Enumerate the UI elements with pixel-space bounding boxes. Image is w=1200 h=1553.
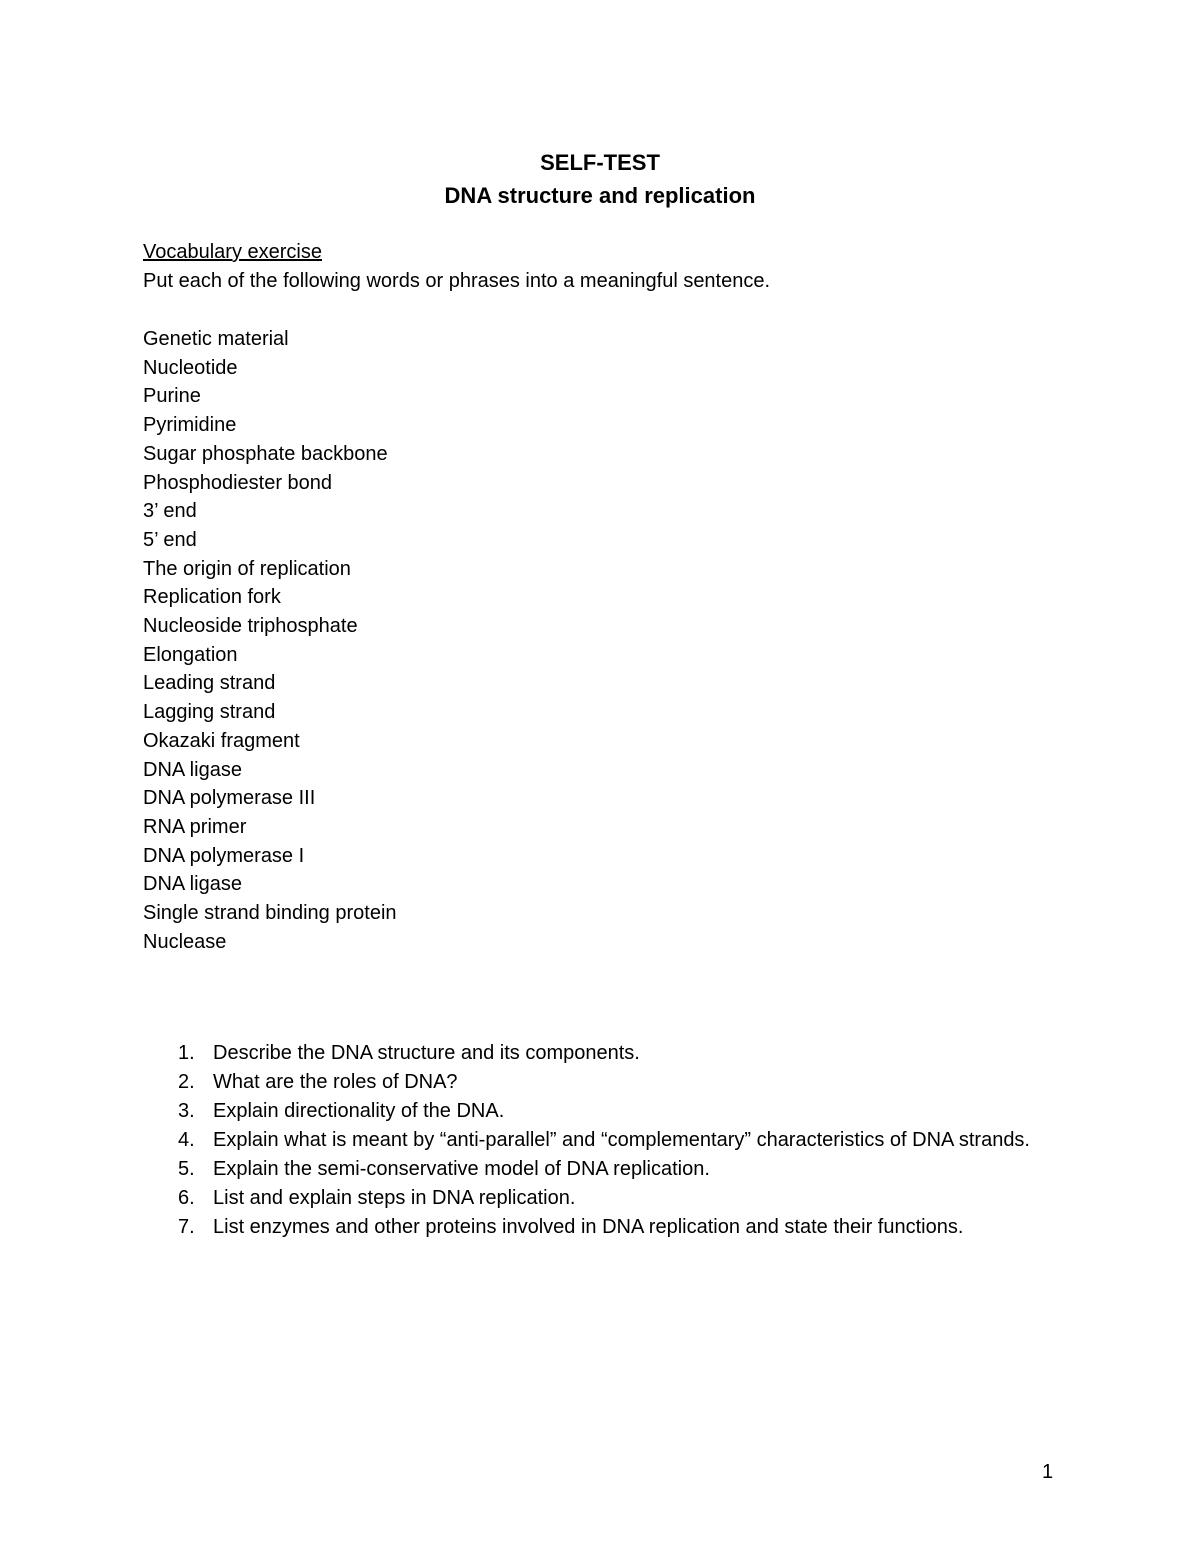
vocabulary-item: The origin of replication — [143, 557, 351, 580]
question-list — [178, 1039, 1058, 1242]
question-text: Describe the DNA structure and its components. — [213, 1042, 640, 1064]
vocabulary-item: 5’ end — [143, 528, 197, 551]
vocabulary-item: Nucleotide — [143, 356, 238, 379]
question-number: 5. — [178, 1158, 195, 1180]
vocabulary-item: DNA ligase — [143, 873, 242, 896]
vocabulary-item: Leading strand — [143, 672, 276, 695]
instruction-text: Put each of the following words or phrases into a meaningful sentence. — [143, 270, 771, 292]
question-item — [178, 1068, 1058, 1097]
vocabulary-item: Genetic material — [143, 328, 289, 350]
page-subtitle: DNA structure and replication — [444, 183, 756, 208]
question-item — [178, 1155, 1058, 1184]
page-title: SELF-TEST — [540, 150, 660, 175]
vocabulary-item: Elongation — [143, 643, 238, 666]
question-text: Explain the semi-conservative model of DNA replication. — [213, 1158, 710, 1180]
question-text: What are the roles of DNA? — [213, 1071, 458, 1093]
question-item — [178, 1039, 1058, 1068]
vocabulary-item: Purine — [143, 385, 201, 408]
question-item — [178, 1213, 1058, 1242]
vocabulary-list — [143, 325, 1103, 956]
vocabulary-item: Okazaki fragment — [143, 729, 300, 752]
vocabulary-item: DNA polymerase III — [143, 787, 316, 810]
question-number: 3. — [178, 1100, 195, 1122]
vocabulary-item: Nuclease — [143, 930, 227, 953]
question-text: Explain what is meant by “anti-parallel” and “complementary” characteristics of DNA strands. — [213, 1129, 1030, 1151]
question-text: List and explain steps in DNA replication. — [213, 1187, 576, 1209]
page-number: 1 — [1042, 1461, 1054, 1483]
question-number: 6. — [178, 1187, 195, 1209]
vocabulary-item: Single strand binding protein — [143, 902, 397, 925]
vocabulary-section — [143, 238, 1103, 956]
vocabulary-item: 3’ end — [143, 500, 197, 523]
title-block — [0, 146, 1200, 212]
vocabulary-item: DNA ligase — [143, 758, 242, 781]
question-item — [178, 1097, 1058, 1126]
vocabulary-item: RNA primer — [143, 815, 247, 838]
vocabulary-item: Pyrimidine — [143, 414, 237, 437]
vocabulary-item: Phosphodiester bond — [143, 471, 333, 494]
vocabulary-item: Replication fork — [143, 586, 281, 609]
vocabulary-item: Nucleoside triphosphate — [143, 615, 358, 638]
section-heading: Vocabulary exercise — [143, 241, 322, 263]
vocabulary-item: DNA polymerase I — [143, 844, 305, 867]
question-item — [178, 1184, 1058, 1213]
question-number: 2. — [178, 1071, 195, 1093]
question-number: 7. — [178, 1216, 195, 1238]
vocabulary-item: Lagging strand — [143, 701, 276, 724]
question-text: Explain directionality of the DNA. — [213, 1100, 505, 1122]
vocabulary-item: Sugar phosphate backbone — [143, 442, 388, 465]
question-number: 1. — [178, 1042, 195, 1064]
question-item — [178, 1126, 1058, 1155]
question-text: List enzymes and other proteins involved in DNA replication and state their functions. — [213, 1216, 964, 1238]
question-number: 4. — [178, 1129, 195, 1151]
